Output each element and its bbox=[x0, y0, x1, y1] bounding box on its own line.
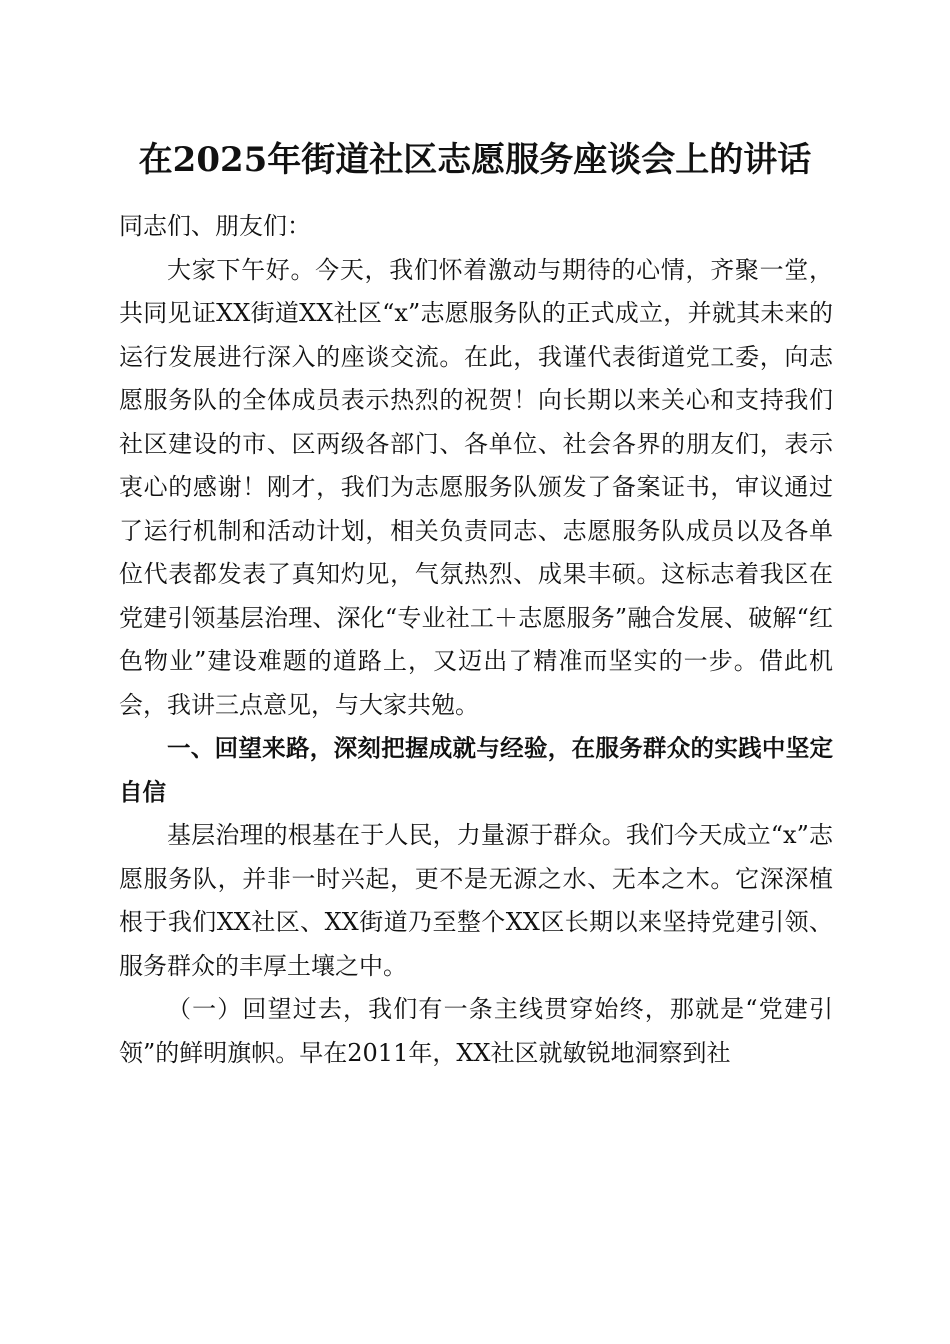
paragraph-subpoint-1: （一）回望过去，我们有一条主线贯穿始终，那就是“党建引领”的鲜明旗帜。早在2011年，XX社区就敏锐地洞察到社 bbox=[119, 995, 833, 1067]
paragraph-foundation: 基层治理的根基在于人民，力量源于群众。我们今天成立“x”志愿服务队，并非一时兴起，更不是无源之水、无本之木。它深深植根于我们XX社区、XX街道乃至整个XX区长期以来坚持党建引领、服务群众的丰厚土壤之中。 bbox=[119, 821, 833, 980]
document-body bbox=[119, 205, 833, 1075]
salutation: 同志们、朋友们： bbox=[119, 212, 311, 240]
section-heading-1: 一、回望来路，深刻把握成就与经验，在服务群众的实践中坚定自信 bbox=[119, 734, 833, 806]
document-title: 在2025年街道社区志愿服务座谈会上的讲话 bbox=[138, 140, 812, 180]
paragraph-opening: 大家下午好。今天，我们怀着激动与期待的心情，齐聚一堂，共同见证XX街道XX社区“x”志愿服务队的正式成立，并就其未来的运行发展进行深入的座谈交流。在此，我谨代表街道党工委，向志愿服务队的全体成员表示热烈的祝贺！向长期以来关心和支持我们社区建设的市、区两级各部门、各单位、社会各界的朋友们，表示衷心的感谢！刚才，我们为志愿服务队颁发了备案证书，审议通过了运行机制和活动计划，相关负责同志、志愿服务队成员以及各单位代表都发表了真知灼见，气氛热烈、成果丰硕。这标志着我区在党建引领基层治理、深化“专业社工＋志愿服务”融合发展、破解“红色物业”建设难题的道路上，又迈出了精准而坚实的一步。借此机会，我讲三点意见，与大家共勉。 bbox=[119, 255, 833, 719]
